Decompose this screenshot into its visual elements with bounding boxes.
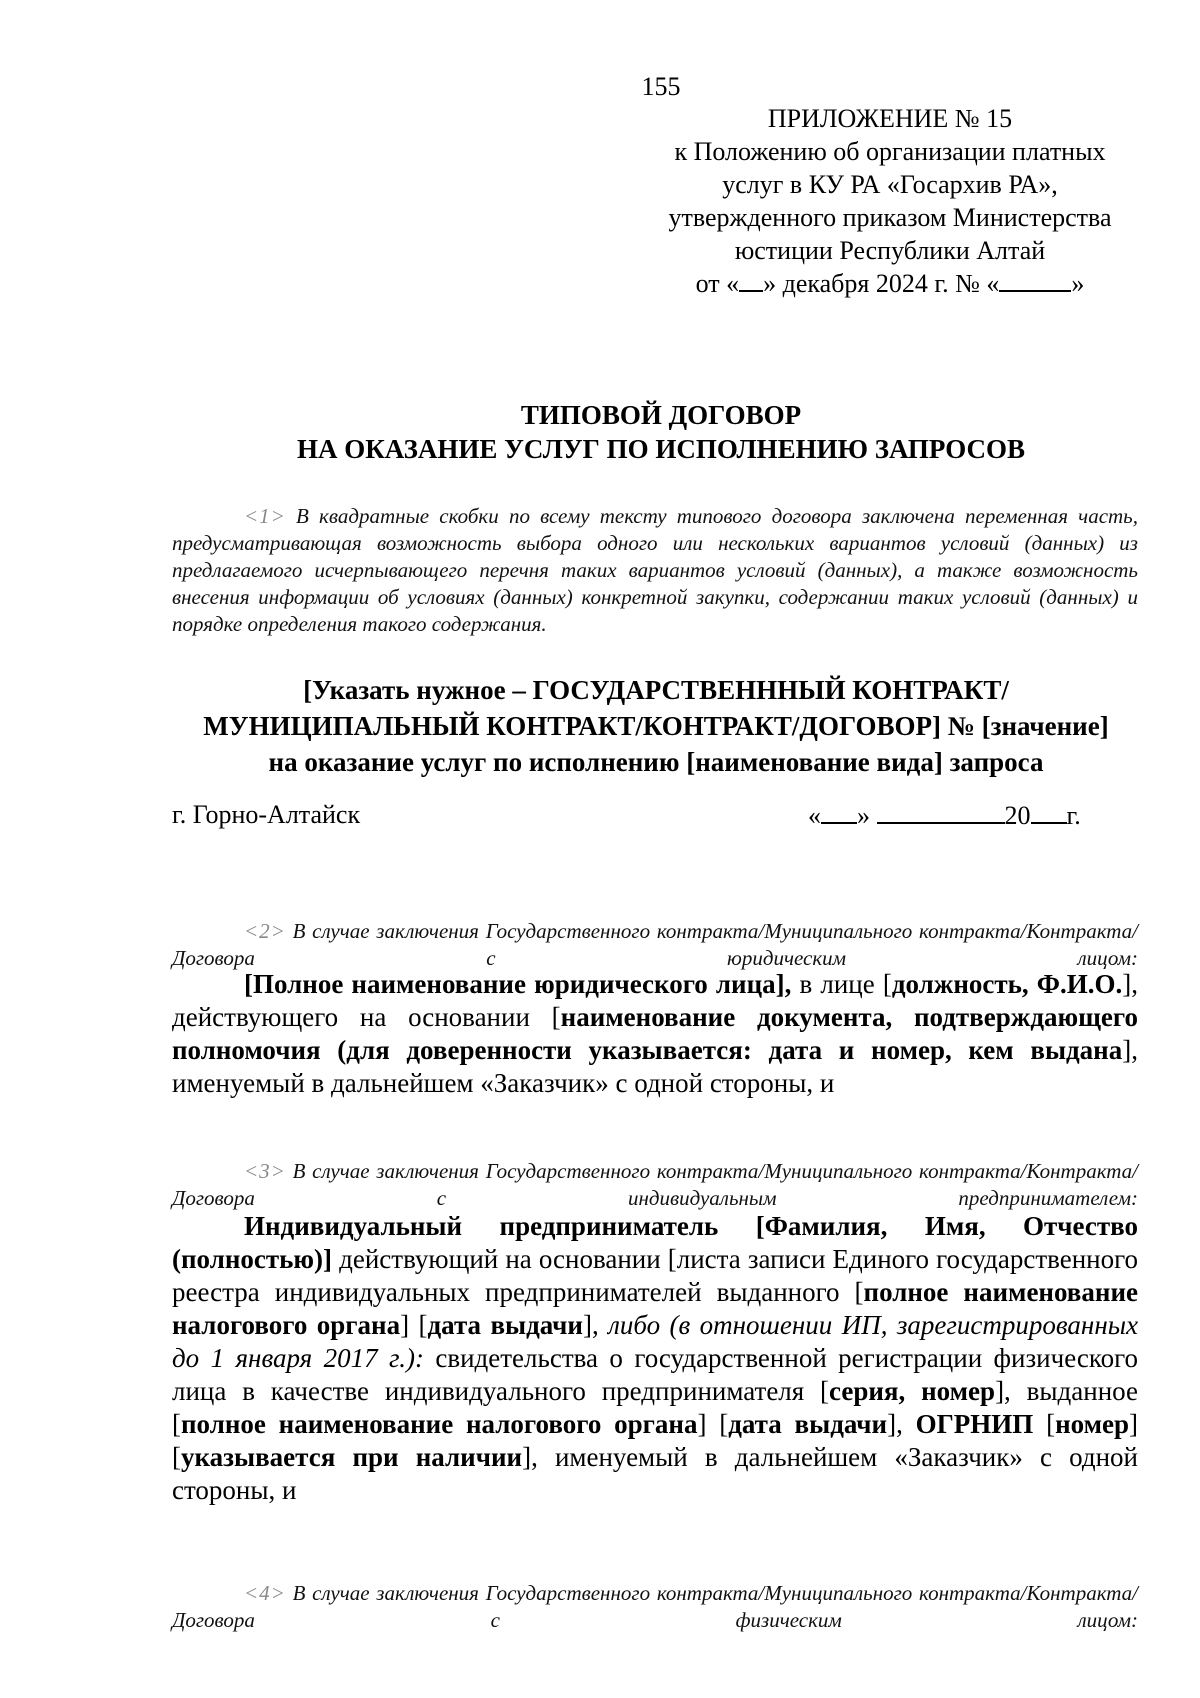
footnote-2: <2> В случае заключения Государственного контракта/Муниципального контракта/Контракта/Договора с юридическим лицом: bbox=[172, 919, 1138, 970]
appendix-line: услуг в КУ РА «Госархив РА», bbox=[722, 170, 1058, 199]
appendix-line: к Положению об организации платных bbox=[674, 137, 1106, 166]
city-label: г. Горно-Алтайск bbox=[172, 800, 361, 829]
blank-number bbox=[999, 268, 1071, 292]
appendix-title: ПРИЛОЖЕНИЕ № 15 bbox=[767, 104, 1013, 133]
contract-heading bbox=[150, 672, 1162, 780]
document-title bbox=[0, 398, 1200, 466]
footnote-1: <1> В квадратные скобки по всему тексту типового договора заключена переменная часть, предусматривающая возможность выбора одного или нескольких вариантов условий (данных) из предлагаемого исчерпывающего перечня таких вариантов условий (данных), а также возможность внесения информации об условиях (данных) конкретной закупки, содержании таких условий (данных) и порядке определения такого содержания. bbox=[172, 504, 1138, 636]
footnote-marker: <3> bbox=[244, 1159, 286, 1183]
footnote-marker: <1> bbox=[244, 504, 286, 528]
heading-line: [Указать нужное – ГОСУДАРСТВЕНННЫЙ КОНТРАКТ/ bbox=[303, 675, 1009, 705]
contract-date-line: « » 20 г. bbox=[808, 801, 1081, 830]
heading-line: МУНИЦИПАЛЬНЫЙ КОНТРАКТ/КОНТРАКТ/ДОГОВОР] № [значение] bbox=[203, 711, 1109, 741]
legal-entity-paragraph: [Полное наименование юридического лица], в лице [должность, Ф.И.О.], действующего на основании [наименование документа, подтверждающего полномочия (для доверенности указывается: дата и номер, кем выдана], именуемый в дальнейшем «Заказчик» с одной стороны, и bbox=[172, 969, 1138, 1098]
title-line: ТИПОВОЙ ДОГОВОР bbox=[520, 400, 802, 430]
appendix-block bbox=[630, 102, 1150, 300]
heading-line: на оказание услуг по исполнению [наименование вида] запроса bbox=[268, 747, 1044, 777]
footnote-3: <3> В случае заключения Государственного контракта/Муниципального контракта/Контракта/Договора с индивидуальным предпринимателем: bbox=[172, 1159, 1138, 1210]
footnote-4: <4> В случае заключения Государственного контракта/Муниципального контракта/Контракта/Договора с физическим лицом: bbox=[172, 1581, 1138, 1632]
appendix-line: утвержденного приказом Министерства bbox=[668, 203, 1112, 232]
footnote-marker: <2> bbox=[244, 919, 286, 943]
appendix-date-line: от « » декабря 2024 г. № « » bbox=[695, 269, 1085, 298]
individual-entrepreneur-paragraph: Индивидуальный предприниматель [Фамилия, Имя, Отчество (полностью)] действующий на основании [листа записи Единого государственного реестра индивидуальных предпринимателей выданного [полное наименование налогового органа] [дата выдачи], либо (в отношении ИП, зарегистрированных до 1 января 2017 г.): свидетельства о государственной регистрации физического лица в качестве индивидуального предпринимателя [серия, номер], выданное [полное наименование налогового органа] [дата выдачи], ОГРНИП [номер] [указывается при наличии], именуемый в дальнейшем «Заказчик» с одной стороны, и bbox=[172, 1211, 1139, 1505]
blank-month bbox=[877, 800, 1005, 824]
page-number: 155 bbox=[641, 72, 681, 101]
title-line: НА ОКАЗАНИЕ УСЛУГ ПО ИСПОЛНЕНИЮ ЗАПРОСОВ bbox=[296, 434, 1026, 464]
appendix-line: юстиции Республики Алтай bbox=[734, 236, 1046, 265]
footnote-marker: <4> bbox=[244, 1581, 286, 1605]
blank-day bbox=[821, 800, 857, 824]
blank-day bbox=[739, 268, 763, 292]
blank-year bbox=[1031, 800, 1067, 824]
